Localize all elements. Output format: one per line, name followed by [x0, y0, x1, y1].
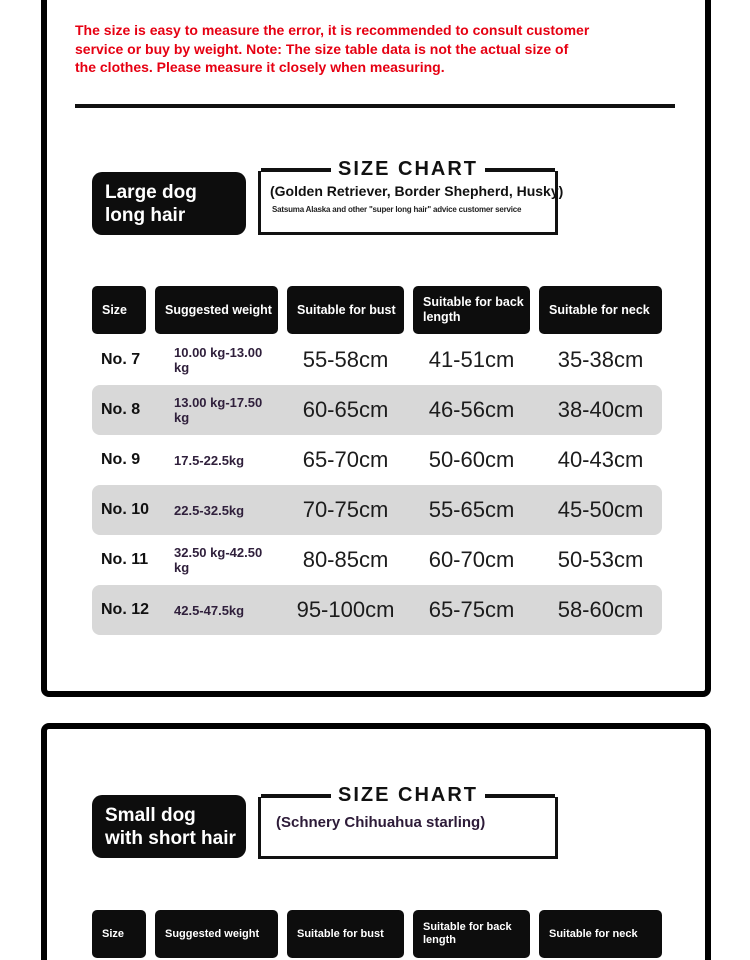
bust-cell: 80-85cm [302, 547, 389, 572]
neck-cell: 58-60cm [557, 597, 644, 622]
size-chart-box-large [258, 158, 564, 235]
size-chart-title: SIZE CHART [338, 158, 478, 180]
header-suitable-bust: Suitable for bust [287, 910, 404, 958]
size-cell: No. 7 [101, 351, 141, 368]
table-row [92, 535, 662, 585]
title-right-line [485, 794, 555, 798]
bust-cell: 70-75cm [302, 497, 389, 522]
size-cell: No. 11 [101, 551, 149, 568]
size-cell: No. 9 [101, 451, 141, 468]
small-dog-tag [92, 795, 246, 858]
large-dog-size-table [92, 286, 662, 635]
header-suggested-weight: Suggested weight [155, 286, 278, 334]
header-suitable-bust: Suitable for bust [287, 286, 404, 334]
tag-line-2: with short hair [105, 827, 236, 849]
small-dog-size-table [92, 910, 662, 959]
header-suitable-neck: Suitable for neck [539, 910, 662, 958]
size-chart-header [261, 784, 555, 807]
warning-text [75, 21, 695, 77]
neck-cell: 38-40cm [557, 397, 644, 422]
header-suitable-back-length: Suitable for back length [413, 286, 530, 334]
header-suitable-neck: Suitable for neck [539, 286, 662, 334]
title-right-line [485, 168, 555, 172]
warning-line-2: service or buy by weight. Note: The size table data is not the actual size of [75, 40, 569, 57]
table-header-row [92, 286, 662, 334]
large-dog-note: Satsuma Alaska and other "super long hair" advice customer service [272, 205, 522, 214]
size-cell: No. 10 [101, 501, 150, 518]
back-length-cell: 41-51cm [428, 347, 515, 372]
large-dog-tag [92, 172, 246, 235]
title-left-line [261, 794, 331, 798]
bust-cell: 65-70cm [302, 447, 389, 472]
size-chart-title: SIZE CHART [338, 784, 478, 806]
bust-cell: 55-58cm [302, 347, 389, 372]
tag-line-2: long hair [105, 204, 186, 226]
back-length-cell: 60-70cm [428, 547, 515, 572]
title-left-line [261, 168, 331, 172]
back-length-cell: 55-65cm [428, 497, 515, 522]
tag-line-1: Small dog [105, 804, 196, 826]
tag-line-1: Large dog [105, 181, 197, 203]
size-cell: No. 8 [101, 401, 141, 418]
weight-cell: 13.00 kg-17.50 kg [174, 395, 263, 425]
neck-cell: 40-43cm [557, 447, 644, 472]
table-row [92, 385, 662, 435]
weight-cell: 32.50 kg-42.50 kg [174, 545, 263, 575]
header-size: Size [92, 910, 146, 958]
back-length-cell: 46-56cm [428, 397, 515, 422]
back-length-cell: 65-75cm [428, 597, 515, 622]
divider-line [75, 104, 675, 108]
bust-cell: 60-65cm [302, 397, 389, 422]
neck-cell: 50-53cm [557, 547, 644, 572]
neck-cell: 35-38cm [557, 347, 644, 372]
warning-line-1: The size is easy to measure the error, it is recommended to consult customer [75, 22, 590, 38]
header-size: Size [92, 286, 146, 334]
weight-cell: 42.5-47.5kg [174, 602, 245, 618]
table-row [92, 335, 662, 385]
bust-cell: 95-100cm [296, 597, 395, 622]
size-chart-header [261, 158, 555, 181]
size-cell: No. 12 [101, 601, 150, 618]
large-dog-breeds: (Golden Retriever, Border Shepherd, Husky) [270, 183, 564, 199]
header-suggested-weight: Suggested weight [155, 910, 278, 958]
table-row [92, 585, 662, 635]
neck-cell: 45-50cm [557, 497, 644, 522]
weight-cell: 17.5-22.5kg [174, 452, 245, 468]
header-suitable-back-length: Suitable for back length [413, 910, 530, 958]
weight-cell: 22.5-32.5kg [174, 502, 245, 518]
back-length-cell: 50-60cm [428, 447, 515, 472]
warning-line-3: the clothes. Please measure it closely when measuring. [75, 59, 445, 75]
weight-cell: 10.00 kg-13.00 kg [174, 345, 263, 375]
table-row [92, 485, 662, 535]
size-chart-box-small [258, 784, 558, 859]
table-header-row [92, 910, 662, 958]
table-row [92, 435, 662, 485]
small-dog-breeds: (Schnery Chihuahua starling) [276, 814, 486, 831]
